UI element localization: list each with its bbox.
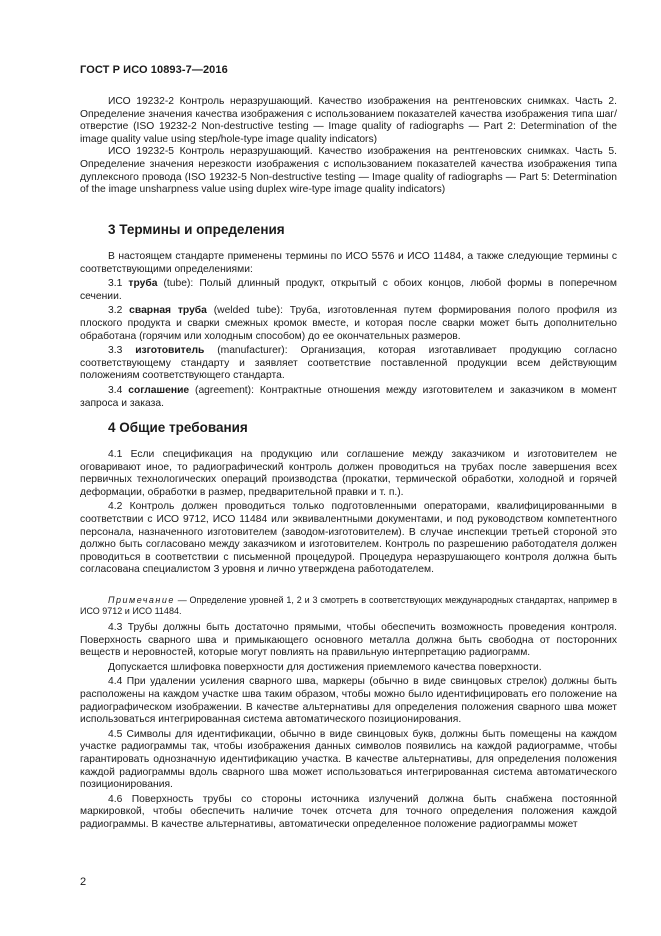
clause-4-1: 4.1 Если спецификация на продукцию или соглашение между заказчиком и изготовителем не оговаривают иное, то радиографический контроль должен проводиться на трубах после завершения всех первичных технологических операций производства (прокатки, термической обработки, холодной и горячей деформации, обработки в размер, предварительной правки и т. п.).	[80, 449, 617, 498]
clause-4-6: 4.6 Поверхность трубы со стороны источника излучений должна быть снабжена постоянной маркировкой, чтобы обеспечить наличие точек отсчета для точного определения положения каждой радиограммы. В качестве альтернативы, автоматически определенное положение радиограммы может	[80, 793, 617, 830]
term-definition: 3.3 изготовитель (manufacturer): Организация, которая изготавливает продукцию согласно соответствующему стандарту и заявляет соответствие поставленной продукции всем действующим положениям соответствующего стандарта.	[80, 345, 617, 382]
note-text: — Определение уровней 1, 2 и 3 смотреть в соответствующих международных стандартах, например в ИСО 9712 и ИСО 11484.	[80, 595, 617, 616]
term-name: сварная труба	[129, 305, 207, 317]
page-number: 2	[80, 876, 87, 888]
normative-references	[80, 96, 617, 197]
clause-4-2: 4.2 Контроль должен проводиться только подготовленными операторами, квалифицированными в соответствии с ИСО 9712, ИСО 11484 или эквивалентными документами, и под руководством компетентного персонала, назначенного изготовителем (заводом-изготовителем). В случае инспекции третьей стороной это должно быть согласовано между заказчиком и изготовителем. Контроль по разрешению работодателя должен проводиться в соответствии с письменной процедурой. Процедура неразрушающего контроля должна быть согласована специалистом 3 уровня и лично утверждена работодателем.	[80, 501, 617, 576]
term-definition: 3.2 сварная труба (welded tube): Труба, изготовленная путем формирования полого профиля из плоского продукта и сварки смежных кромок вместе, и которая после сварки может быть дополнительно обработана (горячим или холодным способом) до ее окончательных размеров.	[80, 305, 617, 342]
clause-4-3-addendum: Допускается шлифовка поверхности для достижения приемлемого качества поверхности.	[108, 661, 542, 673]
section-4-heading: 4 Общие требования	[108, 420, 248, 435]
section-3-intro: В настоящем стандарте применены термины по ИСО 5576 и ИСО 11484, а также следующие термины с соответствующими определениями:	[80, 251, 617, 275]
section-4-body-part1	[80, 449, 617, 577]
term-definition: 3.4 соглашение (agreement): Контрактные отношения между изготовителем и заказчиком в момент запроса и заказа.	[80, 384, 617, 409]
section-3-heading: 3 Термины и определения	[108, 222, 285, 237]
document-header: ГОСТ Р ИСО 10893-7—2016	[80, 64, 228, 76]
term-definition: 3.1 труба (tube): Полый длинный продукт, открытый с обоих концов, любой формы в поперечном сечении.	[80, 278, 617, 302]
term-name: труба	[128, 278, 158, 290]
section-4-body-part2	[80, 622, 617, 832]
note-block	[80, 595, 617, 617]
clause-4-3: 4.3 Трубы должны быть достаточно прямыми, чтобы обеспечить возможность проведения контроля. Поверхность сварного шва и примыкающего основного металла должна быть свободна от посторонних веществ и неровностей, которые могут повлиять на правильную интерпретацию радиограмм.	[80, 622, 617, 659]
clause-4-5: 4.5 Символы для идентификации, обычно в виде свинцовых букв, должны быть помещены на каждом участке радиограммы так, чтобы изображения данных символов появились на каждой радиограмме, чтобы гарантировать однозначную идентификацию участка. В качестве альтернативы, для определения положения каждой радиограммы вдоль сварного шва может использоваться интегрированная система автоматического позиционирования.	[80, 728, 617, 791]
clause-4-4: 4.4 При удалении усиления сварного шва, маркеры (обычно в виде свинцовых стрелок) должны быть расположены на каждом участке шва таким образом, чтобы можно было идентифицировать его положение на радиографическом изображении. В качестве альтернативы для определения положения сварного шва может использоваться интегрированная система автоматического позиционирования.	[80, 676, 617, 726]
note-label: Примечание	[108, 595, 175, 605]
reference-item: ИСО 19232-2 Контроль неразрушающий. Качество изображения на рентгеновских снимках. Часть 2. Определение значения качества изображения с использованием показателей качества изображения типа шаг/отверстие (ISO 19232-2 Non-destructive testing — Image quality of radiographs — Part 2: Determination of the image quality value using step/hole-type image quality indicators)	[80, 96, 617, 145]
reference-item: ИСО 19232-5 Контроль неразрушающий. Качество изображения на рентгеновских снимках. Часть 5. Определение значения нерезкости изображения с использованием показателей качества изображения типа дуплексного провода (ISO 19232-5 Non-destructive testing — Image quality of radiographs — Part 5: Determination of the image unsharpness value using duplex wire-type image quality indicators)	[80, 146, 617, 196]
term-name: изготовитель	[135, 345, 205, 357]
term-name: соглашение	[128, 384, 190, 396]
section-3-body	[80, 251, 617, 410]
